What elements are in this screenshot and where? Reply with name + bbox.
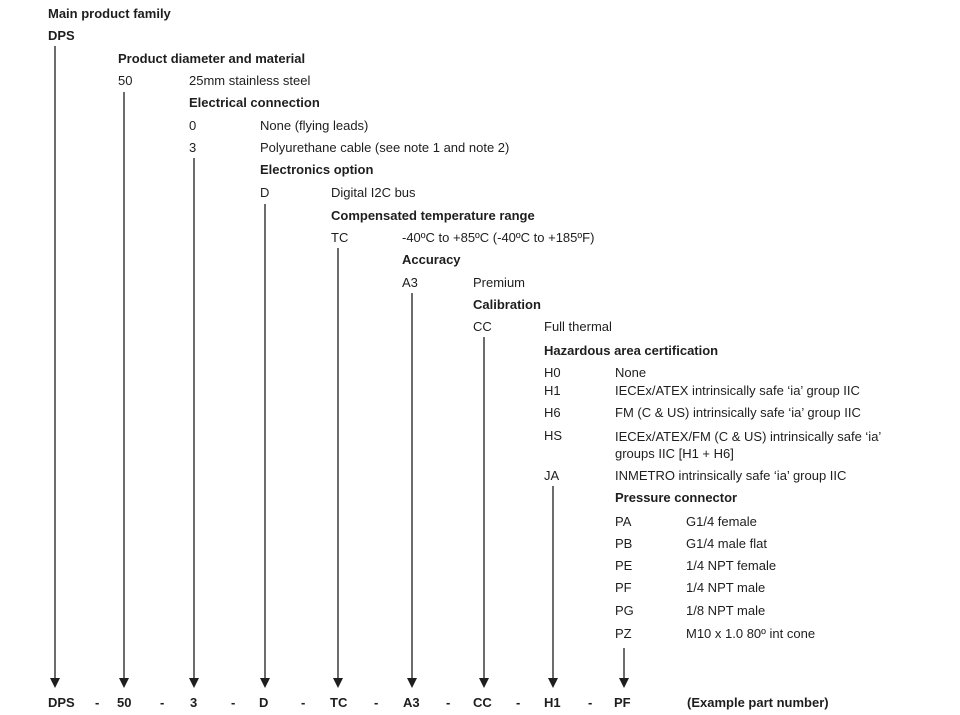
example-part-dps: DPS: [48, 695, 75, 710]
example-sep-4: -: [301, 695, 306, 710]
electrical-desc-0: None (flying leads): [260, 118, 369, 133]
example-part-h1: H1: [544, 695, 561, 710]
pressure-code-pa: PA: [615, 514, 632, 529]
diameter-code: 50: [118, 73, 133, 88]
arrow-electronics-head: [260, 678, 270, 688]
arrow-hazardous-head: [548, 678, 558, 688]
pressure-desc-pe: 1/4 NPT female: [686, 558, 777, 573]
pressure-code-pe: PE: [615, 558, 633, 573]
example-part-a3: A3: [403, 695, 420, 710]
temperature-heading: Compensated temperature range: [331, 208, 535, 223]
example-sep-6: -: [446, 695, 451, 710]
calibration-desc: Full thermal: [544, 319, 612, 334]
hazardous-code-ja: JA: [544, 468, 560, 483]
example-sep-5: -: [374, 695, 379, 710]
pressure-desc-pg: 1/8 NPT male: [686, 603, 766, 618]
pressure-code-pz: PZ: [615, 626, 632, 641]
pressure-heading: Pressure connector: [615, 490, 738, 505]
diameter-heading: Product diameter and material: [118, 51, 306, 66]
electrical-heading: Electrical connection: [189, 95, 320, 110]
hazardous-desc-ja: INMETRO intrinsically safe ‘ia’ group IIC: [615, 468, 847, 483]
electrical-code-0: 0: [189, 118, 197, 133]
main-family-heading: Main product family: [48, 6, 171, 21]
electrical-desc-3: Polyurethane cable (see note 1 and note 2): [260, 140, 510, 155]
arrow-calibration-head: [479, 678, 489, 688]
pressure-desc-pa: G1/4 female: [686, 514, 757, 529]
hazardous-heading: Hazardous area certification: [544, 343, 719, 358]
electronics-code: D: [260, 185, 270, 200]
example-part-50: 50: [117, 695, 132, 710]
arrow-family-head: [50, 678, 60, 688]
pressure-code-pg: PG: [615, 603, 634, 618]
example-part-pf: PF: [614, 695, 631, 710]
accuracy-desc: Premium: [473, 275, 526, 290]
hazardous-desc-h6: FM (C & US) intrinsically safe ‘ia’ group IIC: [615, 405, 861, 420]
example-part-tc: TC: [330, 695, 348, 710]
hazardous-desc-hs: IECEx/ATEX/FM (C & US) intrinsically safe ‘ia’ groups IIC [H1 + H6]: [615, 429, 881, 461]
diameter-desc: 25mm stainless steel: [189, 73, 311, 88]
example-part-d: D: [259, 695, 269, 710]
hazardous-desc-h0: None: [615, 365, 647, 380]
arrow-temperature-head: [333, 678, 343, 688]
hazardous-code-hs: HS: [544, 428, 563, 443]
electronics-desc: Digital I2C bus: [331, 185, 416, 200]
accuracy-heading: Accuracy: [402, 252, 461, 267]
example-sep-3: -: [231, 695, 236, 710]
hazardous-code-h6: H6: [544, 405, 561, 420]
electronics-heading: Electronics option: [260, 162, 374, 177]
temperature-desc: -40ºC to +85ºC (-40ºC to +185ºF): [402, 230, 595, 245]
hazardous-code-h0: H0: [544, 365, 561, 380]
pressure-code-pb: PB: [615, 536, 633, 551]
example-part-3: 3: [190, 695, 198, 710]
pressure-desc-pz: M10 x 1.0 80º int cone: [686, 626, 816, 641]
example-part-cc: CC: [473, 695, 492, 710]
arrow-diameter-head: [119, 678, 129, 688]
hazardous-code-h1: H1: [544, 383, 561, 398]
example-sep-2: -: [160, 695, 165, 710]
calibration-heading: Calibration: [473, 297, 541, 312]
example-sep-7: -: [516, 695, 521, 710]
example-sep-1: -: [95, 695, 100, 710]
pressure-desc-pf: 1/4 NPT male: [686, 580, 766, 595]
example-sep-8: -: [588, 695, 593, 710]
arrow-electrical-head: [189, 678, 199, 688]
pressure-code-pf: PF: [615, 580, 632, 595]
accuracy-code: A3: [402, 275, 418, 290]
temperature-code: TC: [331, 230, 349, 245]
arrow-pressure-head: [619, 678, 629, 688]
arrow-accuracy-head: [407, 678, 417, 688]
pressure-desc-pb: G1/4 male flat: [686, 536, 767, 551]
example-label: (Example part number): [687, 695, 829, 710]
hazardous-desc-h1: IECEx/ATEX intrinsically safe ‘ia’ group IIC: [615, 383, 860, 398]
family-code: DPS: [48, 28, 75, 43]
calibration-code: CC: [473, 319, 492, 334]
electrical-code-3: 3: [189, 140, 197, 155]
